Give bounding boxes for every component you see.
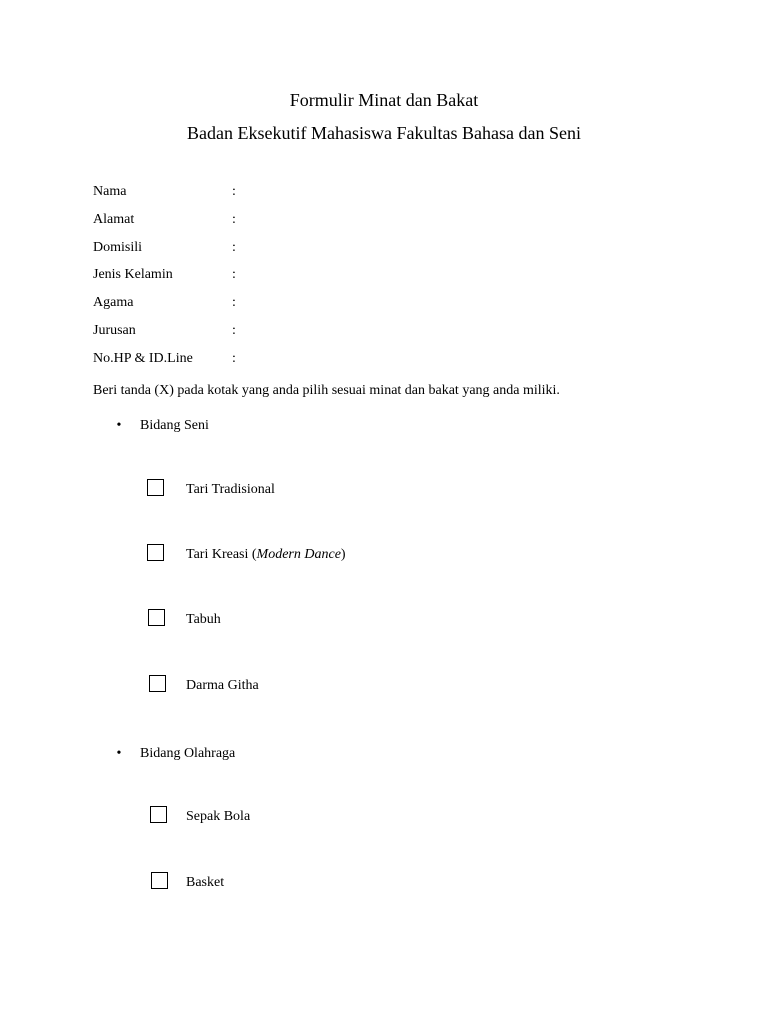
field-separator: : (232, 295, 236, 310)
field-row-agama[interactable] (93, 293, 693, 313)
checkbox[interactable] (148, 609, 165, 626)
option-darma-githa[interactable] (149, 675, 449, 697)
instruction-text: Beri tanda (X) pada kotak yang anda pilih sesuai minat dan bakat yang anda miliki. (93, 383, 560, 398)
field-label: No.HP & ID.Line (93, 351, 193, 366)
field-row-contact[interactable] (93, 349, 693, 369)
option-label-italic: Modern Dance (256, 547, 341, 562)
field-label: Alamat (93, 212, 135, 227)
checkbox[interactable] (147, 544, 164, 561)
option-tari-tradisional[interactable] (147, 479, 447, 501)
form-title: Formulir Minat dan Bakat (289, 90, 479, 110)
option-label (186, 545, 346, 565)
field-row-jenis-kelamin[interactable] (93, 265, 693, 285)
field-label: Jurusan (93, 323, 136, 338)
field-row-jurusan[interactable] (93, 321, 693, 341)
option-label: Tari Tradisional (186, 482, 275, 497)
field-separator: : (232, 267, 236, 282)
field-label: Jenis Kelamin (93, 267, 173, 282)
checkbox[interactable] (150, 806, 167, 823)
field-separator: : (232, 240, 236, 255)
option-label-suffix: ) (340, 547, 346, 562)
option-tari-kreasi[interactable] (147, 544, 447, 566)
field-label: Domisili (93, 240, 143, 255)
section-title: Bidang Olahraga (140, 746, 236, 761)
option-label: Darma Githa (186, 678, 259, 693)
checkbox[interactable] (149, 675, 166, 692)
form-subtitle: Badan Eksekutif Mahasiswa Fakultas Bahasa dan Seni (187, 123, 581, 143)
field-separator: : (232, 184, 236, 199)
option-label: Tabuh (186, 612, 221, 627)
field-label: Nama (93, 184, 127, 199)
option-basket[interactable] (151, 872, 451, 894)
field-row-domisili[interactable] (93, 238, 693, 258)
field-label: Agama (93, 295, 134, 310)
option-sepak-bola[interactable] (150, 806, 450, 828)
checkbox[interactable] (147, 479, 164, 496)
bullet-icon: • (116, 418, 122, 433)
option-label-prefix: Tari Kreasi ( (186, 547, 257, 562)
option-tabuh[interactable] (148, 609, 448, 631)
field-row-alamat[interactable] (93, 210, 693, 230)
option-label: Basket (186, 875, 225, 890)
field-separator: : (232, 212, 236, 227)
checkbox[interactable] (151, 872, 168, 889)
field-separator: : (232, 323, 236, 338)
bullet-icon: • (116, 746, 122, 761)
field-separator: : (232, 351, 236, 366)
field-row-nama[interactable] (93, 182, 693, 202)
section-title: Bidang Seni (140, 418, 209, 433)
option-label: Sepak Bola (186, 809, 251, 824)
